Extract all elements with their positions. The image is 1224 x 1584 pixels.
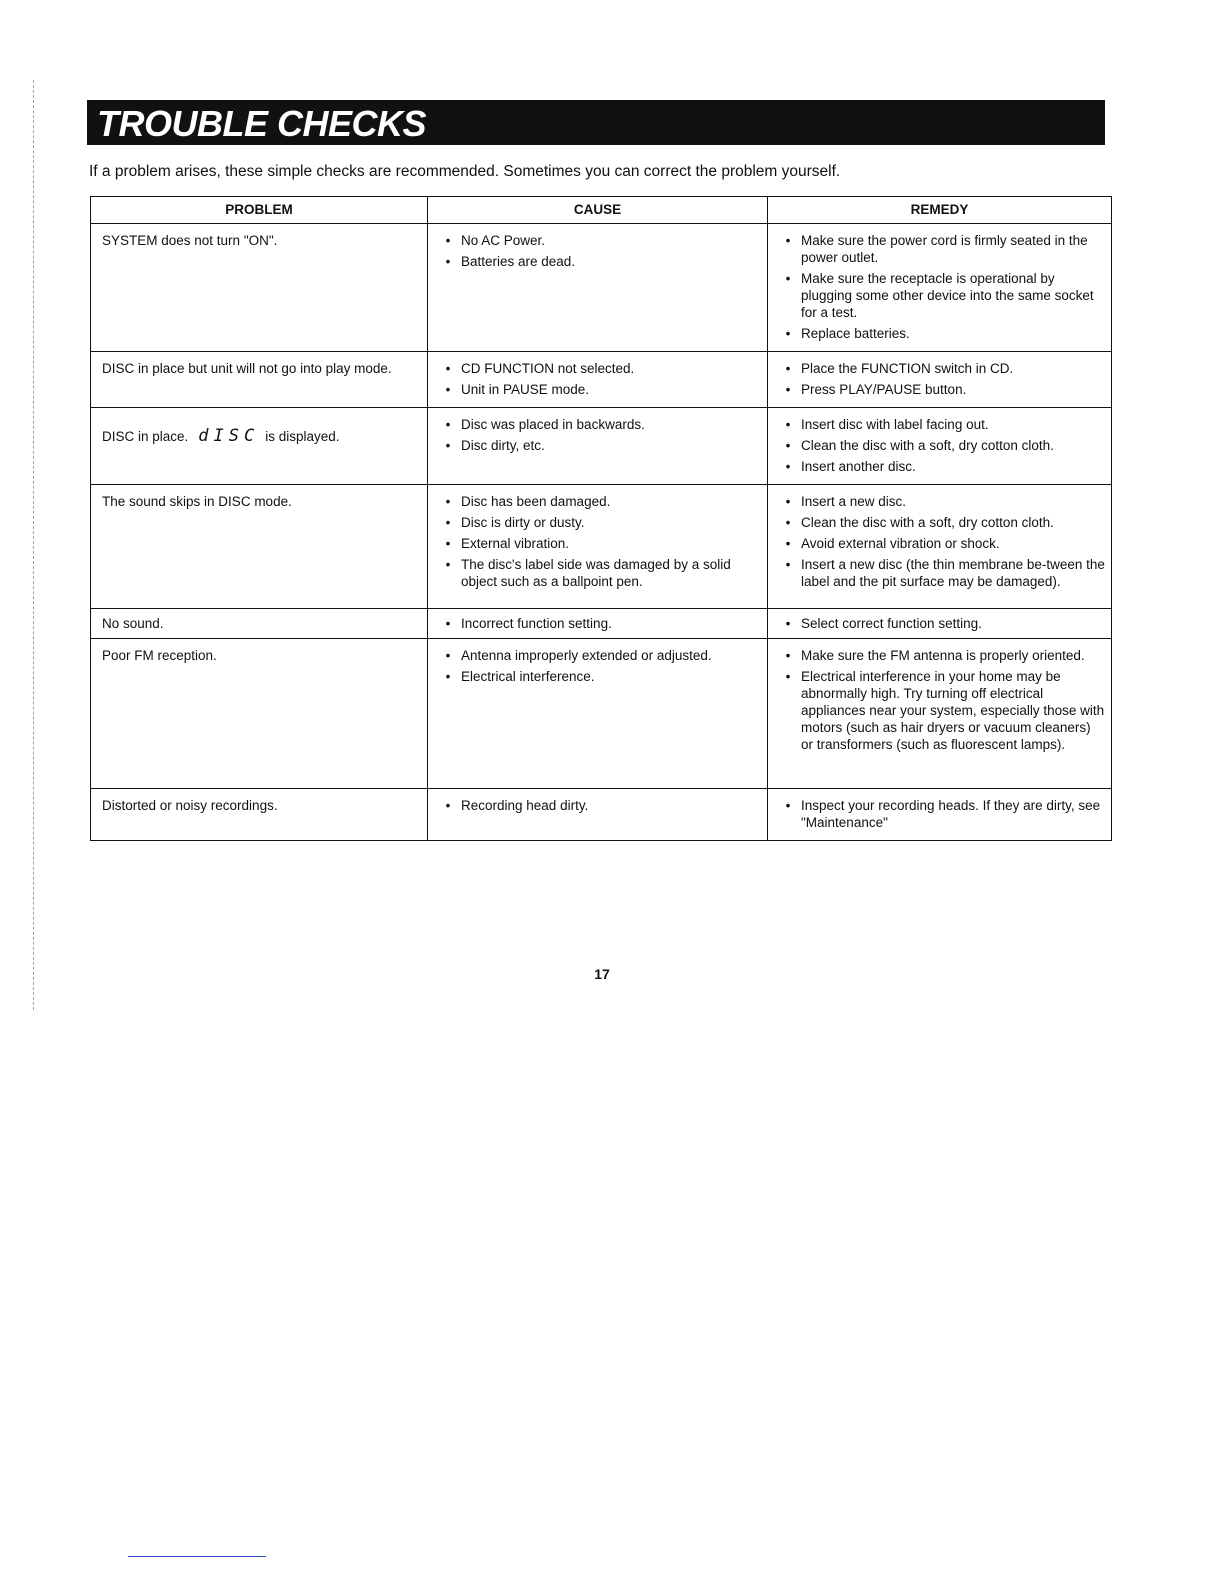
cause-list <box>439 615 761 632</box>
binding-edge-marks <box>33 80 34 1010</box>
cause-list <box>439 647 761 685</box>
problem-text: Poor FM reception. <box>102 648 217 663</box>
remedy-list <box>779 493 1105 590</box>
bullet-icon: • <box>785 382 791 397</box>
cause-text: Antenna improperly extended or adjusted. <box>461 648 712 663</box>
cause-cell <box>428 609 768 639</box>
bullet-icon: • <box>785 557 791 572</box>
bullet-icon: • <box>445 798 451 813</box>
problem-cell <box>91 609 428 639</box>
remedy-text: Make sure the power cord is firmly seated in the power outlet. <box>801 233 1088 265</box>
bullet-icon: • <box>785 536 791 551</box>
bullet-icon: • <box>785 417 791 432</box>
bullet-icon: • <box>445 515 451 530</box>
table-header-row <box>91 197 1112 224</box>
table-row <box>91 485 1112 609</box>
bullet-icon: • <box>785 648 791 663</box>
remedy-cell <box>768 224 1112 352</box>
bullet-icon: • <box>785 271 791 286</box>
remedy-cell <box>768 485 1112 609</box>
bullet-icon: • <box>785 233 791 248</box>
bullet-icon: • <box>445 382 451 397</box>
bullet-icon: • <box>445 536 451 551</box>
list-item <box>779 458 1105 475</box>
cause-list <box>439 360 761 398</box>
cause-cell <box>428 408 768 485</box>
list-item <box>439 232 761 249</box>
cause-list <box>439 416 761 454</box>
list-item <box>779 381 1105 398</box>
problem-text: The sound skips in DISC mode. <box>102 494 292 509</box>
trouble-checks-table <box>90 196 1112 841</box>
problem-cell <box>91 224 428 352</box>
remedy-list <box>779 232 1105 342</box>
list-item <box>779 325 1105 342</box>
cause-text: Disc has been damaged. <box>461 494 611 509</box>
bullet-icon: • <box>445 254 451 269</box>
list-item <box>779 556 1105 590</box>
table-row <box>91 408 1112 485</box>
remedy-text: Insert a new disc. <box>801 494 907 509</box>
header-problem: PROBLEM <box>91 197 428 224</box>
list-item <box>779 360 1105 377</box>
remedy-text: Avoid external vibration or shock. <box>801 536 1000 551</box>
remedy-cell <box>768 789 1112 841</box>
list-item <box>439 437 761 454</box>
cause-cell <box>428 789 768 841</box>
table-row <box>91 639 1112 789</box>
problem-cell <box>91 352 428 408</box>
remedy-text: Insert a new disc (the thin membrane be-tween the label and the pit surface may be damaged). <box>801 557 1105 589</box>
remedy-cell <box>768 408 1112 485</box>
table-row <box>91 789 1112 841</box>
list-item <box>779 232 1105 266</box>
page-number: 17 <box>594 966 610 982</box>
list-item <box>779 270 1105 321</box>
table-row <box>91 352 1112 408</box>
cause-text: Electrical interference. <box>461 669 595 684</box>
list-item <box>779 416 1105 433</box>
remedy-text: Insert disc with label facing out. <box>801 417 989 432</box>
remedy-text: Select correct function setting. <box>801 616 982 631</box>
bullet-icon: • <box>785 616 791 631</box>
list-item <box>439 556 761 590</box>
remedy-cell <box>768 639 1112 789</box>
remedy-list <box>779 647 1105 753</box>
remedy-list <box>779 615 1105 632</box>
footer-rule <box>128 1556 266 1557</box>
remedy-text: Replace batteries. <box>801 326 910 341</box>
bullet-icon: • <box>445 557 451 572</box>
header-cause: CAUSE <box>428 197 768 224</box>
header-remedy: REMEDY <box>768 197 1112 224</box>
remedy-list <box>779 360 1105 398</box>
list-item <box>439 615 761 632</box>
problem-cell <box>91 789 428 841</box>
page-title: TROUBLE CHECKS <box>97 103 427 144</box>
bullet-icon: • <box>785 361 791 376</box>
bullet-icon: • <box>785 438 791 453</box>
problem-text: SYSTEM does not turn "ON". <box>102 233 278 248</box>
cause-text: No AC Power. <box>461 233 546 248</box>
list-item <box>439 535 761 552</box>
lcd-disc-display: dISC <box>198 426 260 446</box>
bullet-icon: • <box>785 494 791 509</box>
cause-list <box>439 493 761 590</box>
cause-cell <box>428 485 768 609</box>
list-item <box>439 493 761 510</box>
remedy-list <box>779 416 1105 475</box>
list-item <box>439 514 761 531</box>
cause-cell <box>428 352 768 408</box>
problem-cell <box>91 408 428 485</box>
problem-cell <box>91 639 428 789</box>
remedy-text: Place the FUNCTION switch in CD. <box>801 361 1014 376</box>
cause-text: Disc dirty, etc. <box>461 438 545 453</box>
bullet-icon: • <box>445 417 451 432</box>
bullet-icon: • <box>785 515 791 530</box>
cause-text: The disc's label side was damaged by a solid object such as a ballpoint pen. <box>461 557 731 589</box>
cause-cell <box>428 224 768 352</box>
bullet-icon: • <box>445 438 451 453</box>
list-item <box>779 615 1105 632</box>
bullet-icon: • <box>445 648 451 663</box>
bullet-icon: • <box>445 669 451 684</box>
cause-text: Incorrect function setting. <box>461 616 612 631</box>
cause-list <box>439 797 761 814</box>
list-item <box>439 668 761 685</box>
problem-text: DISC in place but unit will not go into play mode. <box>102 361 392 376</box>
remedy-text: Inspect your recording heads. If they are dirty, see "Maintenance" <box>801 798 1101 830</box>
remedy-text: Clean the disc with a soft, dry cotton cloth. <box>801 515 1054 530</box>
list-item <box>439 253 761 270</box>
cause-text: Disc was placed in backwards. <box>461 417 645 432</box>
cause-text: Recording head dirty. <box>461 798 589 813</box>
bullet-icon: • <box>445 494 451 509</box>
remedy-cell <box>768 609 1112 639</box>
remedy-text: Make sure the FM antenna is properly oriented. <box>801 648 1085 663</box>
bullet-icon: • <box>785 326 791 341</box>
problem-text: Distorted or noisy recordings. <box>102 798 278 813</box>
intro-paragraph: If a problem arises, these simple checks are recommended. Sometimes you can correct the problem yourself. <box>89 163 841 180</box>
list-item <box>439 381 761 398</box>
remedy-list <box>779 797 1105 831</box>
table-row <box>91 609 1112 639</box>
bullet-icon: • <box>785 798 791 813</box>
title-banner <box>87 100 1105 145</box>
list-item <box>779 535 1105 552</box>
problem-text: No sound. <box>102 616 164 631</box>
cause-cell <box>428 639 768 789</box>
cause-list <box>439 232 761 270</box>
bullet-icon: • <box>785 669 791 684</box>
bullet-icon: • <box>445 233 451 248</box>
remedy-text: Press PLAY/PAUSE button. <box>801 382 967 397</box>
bullet-icon: • <box>785 459 791 474</box>
list-item <box>779 493 1105 510</box>
remedy-text: Insert another disc. <box>801 459 916 474</box>
problem-text: DISC in place. <box>102 429 189 444</box>
cause-text: Batteries are dead. <box>461 254 576 269</box>
list-item <box>439 797 761 814</box>
problem-cell <box>91 485 428 609</box>
cause-text: CD FUNCTION not selected. <box>461 361 635 376</box>
cause-text: Disc is dirty or dusty. <box>461 515 585 530</box>
bullet-icon: • <box>445 616 451 631</box>
cause-text: Unit in PAUSE mode. <box>461 382 590 397</box>
list-item <box>779 668 1105 753</box>
list-item <box>439 416 761 433</box>
problem-text: is displayed. <box>265 429 340 444</box>
remedy-text: Clean the disc with a soft, dry cotton cloth. <box>801 438 1054 453</box>
remedy-cell <box>768 352 1112 408</box>
list-item <box>779 514 1105 531</box>
remedy-text: Electrical interference in your home may be abnormally high. Try turning off electrical appliances near your system, especially those with motors (such as hair dryers or vacuum cleaners) or transformers (such as fluorescent lamps). <box>801 669 1105 752</box>
list-item <box>439 647 761 664</box>
bullet-icon: • <box>445 361 451 376</box>
list-item <box>439 360 761 377</box>
list-item <box>779 437 1105 454</box>
list-item <box>779 797 1105 831</box>
table-row <box>91 224 1112 352</box>
cause-text: External vibration. <box>461 536 570 551</box>
list-item <box>779 647 1105 664</box>
remedy-text: Make sure the receptacle is operational by plugging some other device into the same socket for a test. <box>801 271 1094 320</box>
